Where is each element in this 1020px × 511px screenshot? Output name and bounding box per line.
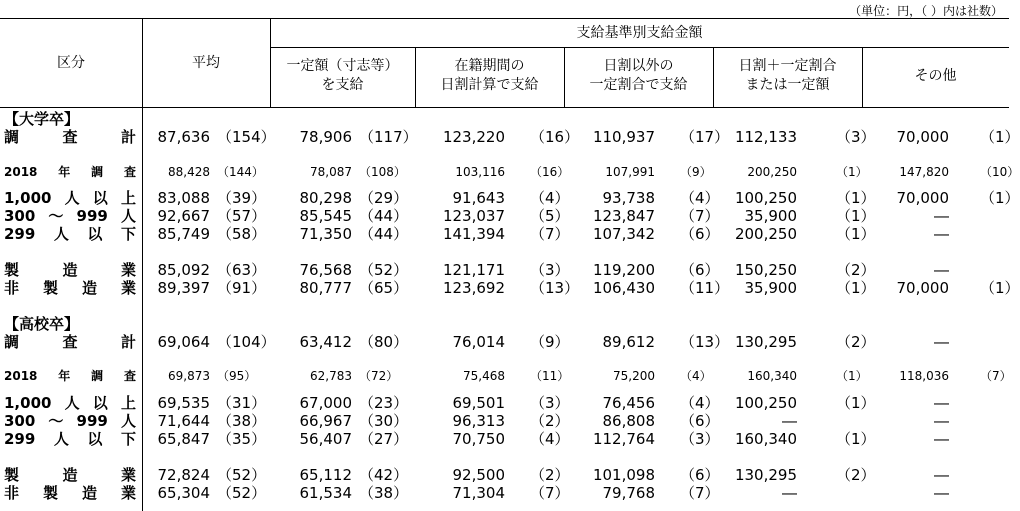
cell-count: （11）: [530, 369, 570, 383]
cell-count: （2）: [836, 261, 876, 279]
cell-value: 56,407: [299, 430, 352, 448]
cell-value: 66,967: [299, 412, 352, 430]
row-label-part: 業: [120, 466, 136, 484]
row-label-part: 以: [87, 430, 103, 448]
row-label-part: 計: [120, 128, 136, 146]
row-label-part: 人: [64, 189, 80, 207]
cell-value: 96,313: [452, 412, 505, 430]
row-label-part: 2018: [4, 369, 38, 383]
row-label-part: 非: [4, 484, 20, 502]
cell-count: （1）: [980, 128, 1020, 146]
row-label-part: 業: [120, 279, 136, 297]
cell-count: （13）: [530, 279, 580, 297]
row-label-part: 造: [81, 279, 97, 297]
cell-count: （154）: [217, 128, 276, 146]
cell-count: （52）: [359, 261, 409, 279]
cell-value: 70,000: [896, 279, 949, 297]
cell-count: （52）: [217, 484, 267, 502]
row-label-part: ～: [48, 207, 64, 225]
row-label-part: 300: [4, 412, 36, 430]
cell-value: 67,000: [299, 394, 352, 412]
cell-value: 91,643: [452, 189, 505, 207]
row-label-part: 人: [64, 394, 80, 412]
cell-value: 76,568: [299, 261, 352, 279]
row-label-part: 調: [91, 369, 104, 383]
cell-value: 107,342: [592, 225, 655, 243]
cell-value: 69,873: [168, 369, 210, 383]
cell-count: （1）: [836, 394, 876, 412]
cell-value: 141,394: [442, 225, 505, 243]
section-label: 【大学卒】: [4, 110, 80, 128]
cell-value: 112,764: [592, 430, 655, 448]
cell-value: 65,112: [299, 466, 352, 484]
cell-value: 71,304: [452, 484, 505, 502]
cell-value: 80,777: [299, 279, 352, 297]
cell-value: 76,014: [452, 333, 505, 351]
row-label-part: 査: [123, 165, 136, 179]
cell-value: 118,036: [899, 369, 949, 383]
row-label-part: 調: [4, 333, 20, 351]
cell-count: （104）: [217, 333, 276, 351]
cell-count: （1）: [836, 165, 868, 179]
row-label-part: 人: [120, 412, 136, 430]
cell-count: （16）: [530, 128, 580, 146]
row-label-part: 調: [91, 165, 104, 179]
cell-value: 123,847: [592, 207, 655, 225]
header-col-fixed: 一定額（寸志等） を支給: [286, 58, 399, 93]
row-label-part: 造: [62, 261, 78, 279]
cell-count: （6）: [680, 412, 720, 430]
cell-value: 110,937: [592, 128, 655, 146]
cell-value: 86,808: [602, 412, 655, 430]
row-label-part: 造: [81, 484, 97, 502]
cell-count: （9）: [530, 333, 570, 351]
cell-value: 200,250: [747, 165, 797, 179]
cell-count: （1）: [980, 279, 1020, 297]
cell-count: （1）: [836, 430, 876, 448]
cell-count: （11）: [680, 279, 730, 297]
cell-value: 69,535: [157, 394, 210, 412]
cell-value: 147,820: [899, 165, 949, 179]
row-label-part: 年: [58, 369, 71, 383]
cell-count: （9）: [680, 165, 712, 179]
cell-count: （2）: [530, 466, 570, 484]
cell-value: 103,116: [455, 165, 505, 179]
cell-value: 75,468: [463, 369, 505, 383]
cell-count: （6）: [680, 261, 720, 279]
cell-value: ―: [782, 412, 797, 430]
cell-count: （7）: [530, 225, 570, 243]
row-label-part: 調: [4, 128, 20, 146]
cell-count: [980, 394, 1009, 412]
cell-count: （27）: [359, 430, 409, 448]
cell-count: （5）: [530, 207, 570, 225]
cell-count: （1）: [836, 225, 876, 243]
cell-count: （17）: [680, 128, 730, 146]
row-label-part: 上: [120, 394, 136, 412]
cell-count: （16）: [530, 165, 570, 179]
cell-value: 78,087: [310, 165, 352, 179]
cell-count: （13）: [680, 333, 730, 351]
row-label-part: 査: [62, 333, 78, 351]
row-label-part: 人: [120, 207, 136, 225]
cell-value: 35,900: [744, 279, 797, 297]
cell-value: 150,250: [734, 261, 797, 279]
cell-count: （4）: [680, 189, 720, 207]
cell-value: 63,412: [299, 333, 352, 351]
cell-count: （35）: [217, 430, 267, 448]
cell-value: ―: [934, 333, 949, 351]
header-average: 平均: [192, 55, 220, 71]
cell-count: （44）: [359, 225, 409, 243]
cell-count: （6）: [680, 225, 720, 243]
row-label-part: 以: [92, 394, 108, 412]
cell-value: 106,430: [592, 279, 655, 297]
row-label-part: 1,000: [4, 189, 52, 207]
cell-count: （95）: [217, 369, 257, 383]
cell-value: 72,824: [157, 466, 210, 484]
cell-count: （2）: [836, 333, 876, 351]
cell-value: 69,064: [157, 333, 210, 351]
cell-value: ―: [934, 484, 949, 502]
cell-value: 85,749: [157, 225, 210, 243]
cell-value: 123,220: [442, 128, 505, 146]
cell-value: 69,501: [452, 394, 505, 412]
cell-count: （4）: [680, 369, 712, 383]
cell-value: 65,304: [157, 484, 210, 502]
cell-count: （7）: [680, 484, 720, 502]
cell-value: 101,098: [592, 466, 655, 484]
cell-value: 79,768: [602, 484, 655, 502]
cell-value: 83,088: [157, 189, 210, 207]
cell-count: （4）: [680, 394, 720, 412]
header-col-prorata: 在籍期間の 日割計算で支給: [440, 58, 539, 93]
cell-value: 160,340: [734, 430, 797, 448]
header-bottom-border: [0, 107, 1009, 108]
cell-value: 92,500: [452, 466, 505, 484]
cell-value: 121,171: [442, 261, 505, 279]
cell-value: 92,667: [157, 207, 210, 225]
cell-count: （144）: [217, 165, 264, 179]
cell-count: （1）: [836, 279, 876, 297]
cell-count: （52）: [217, 466, 267, 484]
row-label-part: 査: [123, 369, 136, 383]
cell-count: （44）: [359, 207, 409, 225]
row-label-part: 査: [62, 128, 78, 146]
cell-count: （29）: [359, 189, 409, 207]
cell-value: 87,636: [157, 128, 210, 146]
cell-count: （3）: [836, 128, 876, 146]
cell-count: （58）: [217, 225, 267, 243]
cell-value: 76,456: [602, 394, 655, 412]
cell-value: ―: [934, 466, 949, 484]
header-col-other: その他: [914, 68, 957, 84]
cell-value: ―: [782, 484, 797, 502]
cell-count: （38）: [217, 412, 267, 430]
cell-count: （108）: [359, 165, 406, 179]
cell-count: （80）: [359, 333, 409, 351]
cell-count: （2）: [836, 466, 876, 484]
cell-value: ―: [934, 207, 949, 225]
cell-value: ―: [934, 430, 949, 448]
row-label-part: 300: [4, 207, 36, 225]
cell-count: （10）: [980, 165, 1020, 179]
cell-count: [980, 412, 1009, 430]
row-label-part: 上: [120, 189, 136, 207]
row-label-part: 業: [120, 484, 136, 502]
row-label-part: 人: [53, 430, 69, 448]
row-label-part: 製: [42, 484, 58, 502]
row-label-part: 製: [42, 279, 58, 297]
cell-value: 70,750: [452, 430, 505, 448]
cell-count: （39）: [217, 189, 267, 207]
cell-value: 160,340: [747, 369, 797, 383]
header-group: 支給基準別支給金額: [576, 25, 703, 41]
cell-count: [980, 484, 1009, 502]
cell-count: （31）: [217, 394, 267, 412]
cell-count: [980, 207, 1009, 225]
cell-value: 85,545: [299, 207, 352, 225]
cell-value: 78,906: [299, 128, 352, 146]
row-label-part: 非: [4, 279, 20, 297]
cell-count: [980, 430, 1009, 448]
cell-value: 100,250: [734, 189, 797, 207]
group-divider: [270, 47, 1009, 48]
cell-count: （117）: [359, 128, 418, 146]
row-label-part: 999: [76, 412, 108, 430]
cell-count: （1）: [980, 189, 1020, 207]
cell-count: （23）: [359, 394, 409, 412]
cell-count: （42）: [359, 466, 409, 484]
cell-value: 70,000: [896, 128, 949, 146]
cell-count: [980, 466, 1009, 484]
unit-note: （単位：円，（ ）内は社数）: [849, 4, 1003, 18]
cell-value: 71,350: [299, 225, 352, 243]
cell-count: [980, 333, 1009, 351]
row-label-part: 1,000: [4, 394, 52, 412]
row-label-part: 製: [4, 261, 20, 279]
cell-value: 71,644: [157, 412, 210, 430]
cell-value: 65,847: [157, 430, 210, 448]
cell-count: （91）: [217, 279, 267, 297]
cell-value: 100,250: [734, 394, 797, 412]
cell-value: 93,738: [602, 189, 655, 207]
cell-count: [980, 225, 1009, 243]
cell-value: 88,428: [168, 165, 210, 179]
row-label-part: 下: [120, 430, 136, 448]
row-label-part: ～: [48, 412, 64, 430]
cell-value: 123,692: [442, 279, 505, 297]
cell-count: （72）: [359, 369, 399, 383]
cell-value: 61,534: [299, 484, 352, 502]
cell-value: 80,298: [299, 189, 352, 207]
cell-value: ―: [934, 412, 949, 430]
cell-value: 200,250: [734, 225, 797, 243]
cell-value: 85,092: [157, 261, 210, 279]
cell-count: （3）: [680, 430, 720, 448]
header-kubun: 区分: [57, 55, 85, 71]
cell-value: 130,295: [734, 466, 797, 484]
section-label: 【高校卒】: [4, 315, 80, 333]
cell-value: 130,295: [734, 333, 797, 351]
cell-count: （3）: [530, 394, 570, 412]
cell-count: （7）: [980, 369, 1012, 383]
row-label-part: 製: [4, 466, 20, 484]
cell-count: （7）: [530, 484, 570, 502]
cell-value: 70,000: [896, 189, 949, 207]
cell-count: （65）: [359, 279, 409, 297]
cell-value: 123,037: [442, 207, 505, 225]
cell-value: 89,397: [157, 279, 210, 297]
cell-value: 62,783: [310, 369, 352, 383]
cell-value: ―: [934, 225, 949, 243]
cell-count: （63）: [217, 261, 267, 279]
row-label-part: 以: [87, 225, 103, 243]
header-col-ratio: 日割以外の 一定割合で支給: [589, 58, 688, 93]
cell-count: （2）: [530, 412, 570, 430]
cell-value: ―: [934, 394, 949, 412]
cell-value: 112,133: [734, 128, 797, 146]
cell-value: 119,200: [592, 261, 655, 279]
row-label-part: 299: [4, 430, 36, 448]
row-label-part: 2018: [4, 165, 38, 179]
row-label-part: 人: [53, 225, 69, 243]
cell-count: （1）: [836, 369, 868, 383]
cell-count: [980, 261, 1009, 279]
cell-value: 89,612: [602, 333, 655, 351]
cell-value: 35,900: [744, 207, 797, 225]
row-label-part: 999: [76, 207, 108, 225]
cell-count: （6）: [680, 466, 720, 484]
cell-value: 107,991: [605, 165, 655, 179]
row-label-part: 以: [92, 189, 108, 207]
row-label-part: 造: [62, 466, 78, 484]
cell-value: 75,200: [613, 369, 655, 383]
row-label-part: 年: [58, 165, 71, 179]
cell-count: （1）: [836, 207, 876, 225]
header-col-mixed: 日割＋一定割合 または一定額: [738, 58, 837, 93]
cell-count: （57）: [217, 207, 267, 225]
cell-count: （1）: [836, 189, 876, 207]
top-border: [0, 18, 1009, 19]
cell-count: （38）: [359, 484, 409, 502]
row-label-part: 299: [4, 225, 36, 243]
row-label-part: 下: [120, 225, 136, 243]
cell-count: （30）: [359, 412, 409, 430]
cell-count: （7）: [680, 207, 720, 225]
cell-value: ―: [934, 261, 949, 279]
row-label-part: 業: [120, 261, 136, 279]
cell-count: （4）: [530, 189, 570, 207]
cell-count: （3）: [530, 261, 570, 279]
cell-count: （4）: [530, 430, 570, 448]
row-label-part: 計: [120, 333, 136, 351]
